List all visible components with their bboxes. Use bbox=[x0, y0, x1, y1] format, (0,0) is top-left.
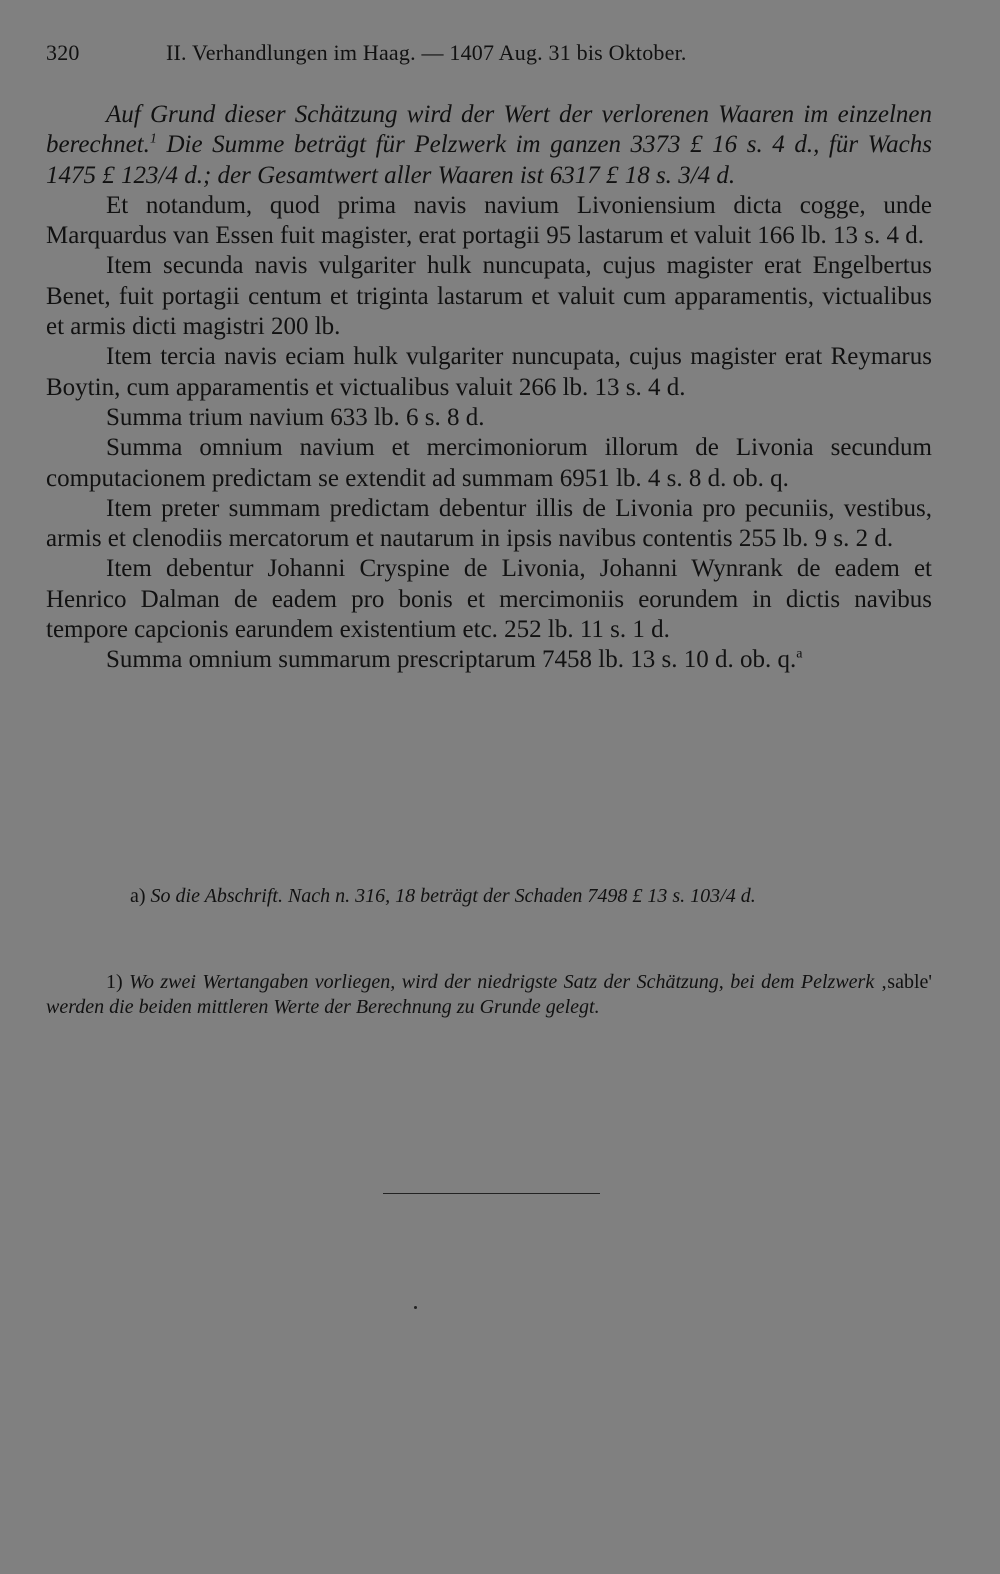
paragraph: Summa trium navium 633 lb. 6 s. 8 d. bbox=[106, 403, 485, 431]
footnote-1-quoted: ‚sable' bbox=[880, 971, 932, 993]
paragraph: Item preter summam predictam debentur illis de Livonia pro pecuniis, vestibus, armis et clenodiis mercatorum et nautarum in ipsis navibus contentis 255 lb. 9 s. 2 d. bbox=[46, 494, 932, 553]
page-number: 320 bbox=[46, 40, 80, 65]
paragraph: Item secunda navis vulgariter hulk nuncupata, cujus magister erat Engelbertus Benet, fuit portagii centum et triginta lastarum et valuit cum apparamentis, victualibus et armis dicti magistri 200 lb. bbox=[46, 252, 932, 341]
paragraph: Et notandum, quod prima navis navium Livoniensium dicta cogge, unde Marquardus van Essen fuit magister, erat portagii 95 lastarum et valuit 166 lb. 13 s. 4 d. bbox=[46, 191, 932, 250]
main-text bbox=[46, 100, 932, 676]
intro-text-2: Die Summe beträgt für Pelzwerk im ganzen 3373 £ 16 s. 4 d., für Wachs 1475 £ 12 bbox=[46, 131, 932, 189]
print-speck bbox=[414, 1306, 417, 1309]
paragraph: Item tercia navis eciam hulk vulgariter nuncupata, cujus magister erat Reymarus Boytin, cum apparamentis et victualibus valuit 266 lb. 13 s. 4 d. bbox=[46, 343, 932, 401]
page-header bbox=[46, 40, 946, 66]
paragraph: Item debentur Johanni Cryspine de Livonia, Johanni Wynrank de eadem et Henrico Dalman de eadem pro bonis et mercimoniis eorundem in dictis navibus tempore capcionis earundem existentium etc. 252 lb. 11 s. 1 d. bbox=[46, 555, 932, 644]
footnote-a-label: a) bbox=[130, 885, 146, 907]
bottom-rule bbox=[383, 1193, 600, 1194]
fraction: 3/4 bbox=[678, 161, 711, 189]
note-mark-a: a bbox=[796, 647, 803, 663]
footnote-1-label: 1) bbox=[106, 971, 123, 993]
intro-text-4: d. bbox=[710, 161, 736, 189]
final-sum bbox=[46, 645, 932, 675]
final-sum-text: Summa omnium summarum prescriptarum 7458 lb. 13 s. 10 d. ob. q. bbox=[106, 646, 797, 674]
intro-text-1: Auf Grund dieser Schätzung wird der Wert der verlorenen Waaren im einzelnen berechnet. bbox=[46, 101, 932, 159]
footnote-ref-1: 1 bbox=[149, 131, 157, 147]
footnote-a-text-1: So die Abschrift. Nach n. 316, 18 beträgt der Schaden 7498 £ 13 s. 10 bbox=[150, 885, 711, 907]
fraction: 3/4 bbox=[710, 885, 736, 907]
paragraph: Summa omnium navium et mercimoniorum illorum de Livonia secundum computacionem predictam se extendit ad summam 6951 lb. 4 s. 8 d. ob. q. bbox=[46, 434, 932, 492]
intro-paragraph bbox=[46, 100, 932, 191]
intro-text-3: d.; der Gesamtwert aller Waaren ist 6317 £ 18 s. bbox=[177, 161, 679, 189]
running-title: II. Verhandlungen im Haag. — 1407 Aug. 31 bis Oktober. bbox=[166, 40, 687, 65]
footnote-1-text-1: Wo zwei Wertangaben vorliegen, wird der niedrigste Satz der Schätzung, bei dem Pelzwerk bbox=[129, 971, 881, 993]
footnote-1 bbox=[46, 970, 932, 1020]
footnote-a bbox=[46, 884, 932, 909]
footnote-a-text-2: d. bbox=[735, 885, 756, 907]
footnote-1-text-2: werden die beiden mittleren Werte der Berechnung zu Grunde gelegt. bbox=[46, 996, 600, 1018]
fraction: 3/4 bbox=[146, 161, 178, 189]
